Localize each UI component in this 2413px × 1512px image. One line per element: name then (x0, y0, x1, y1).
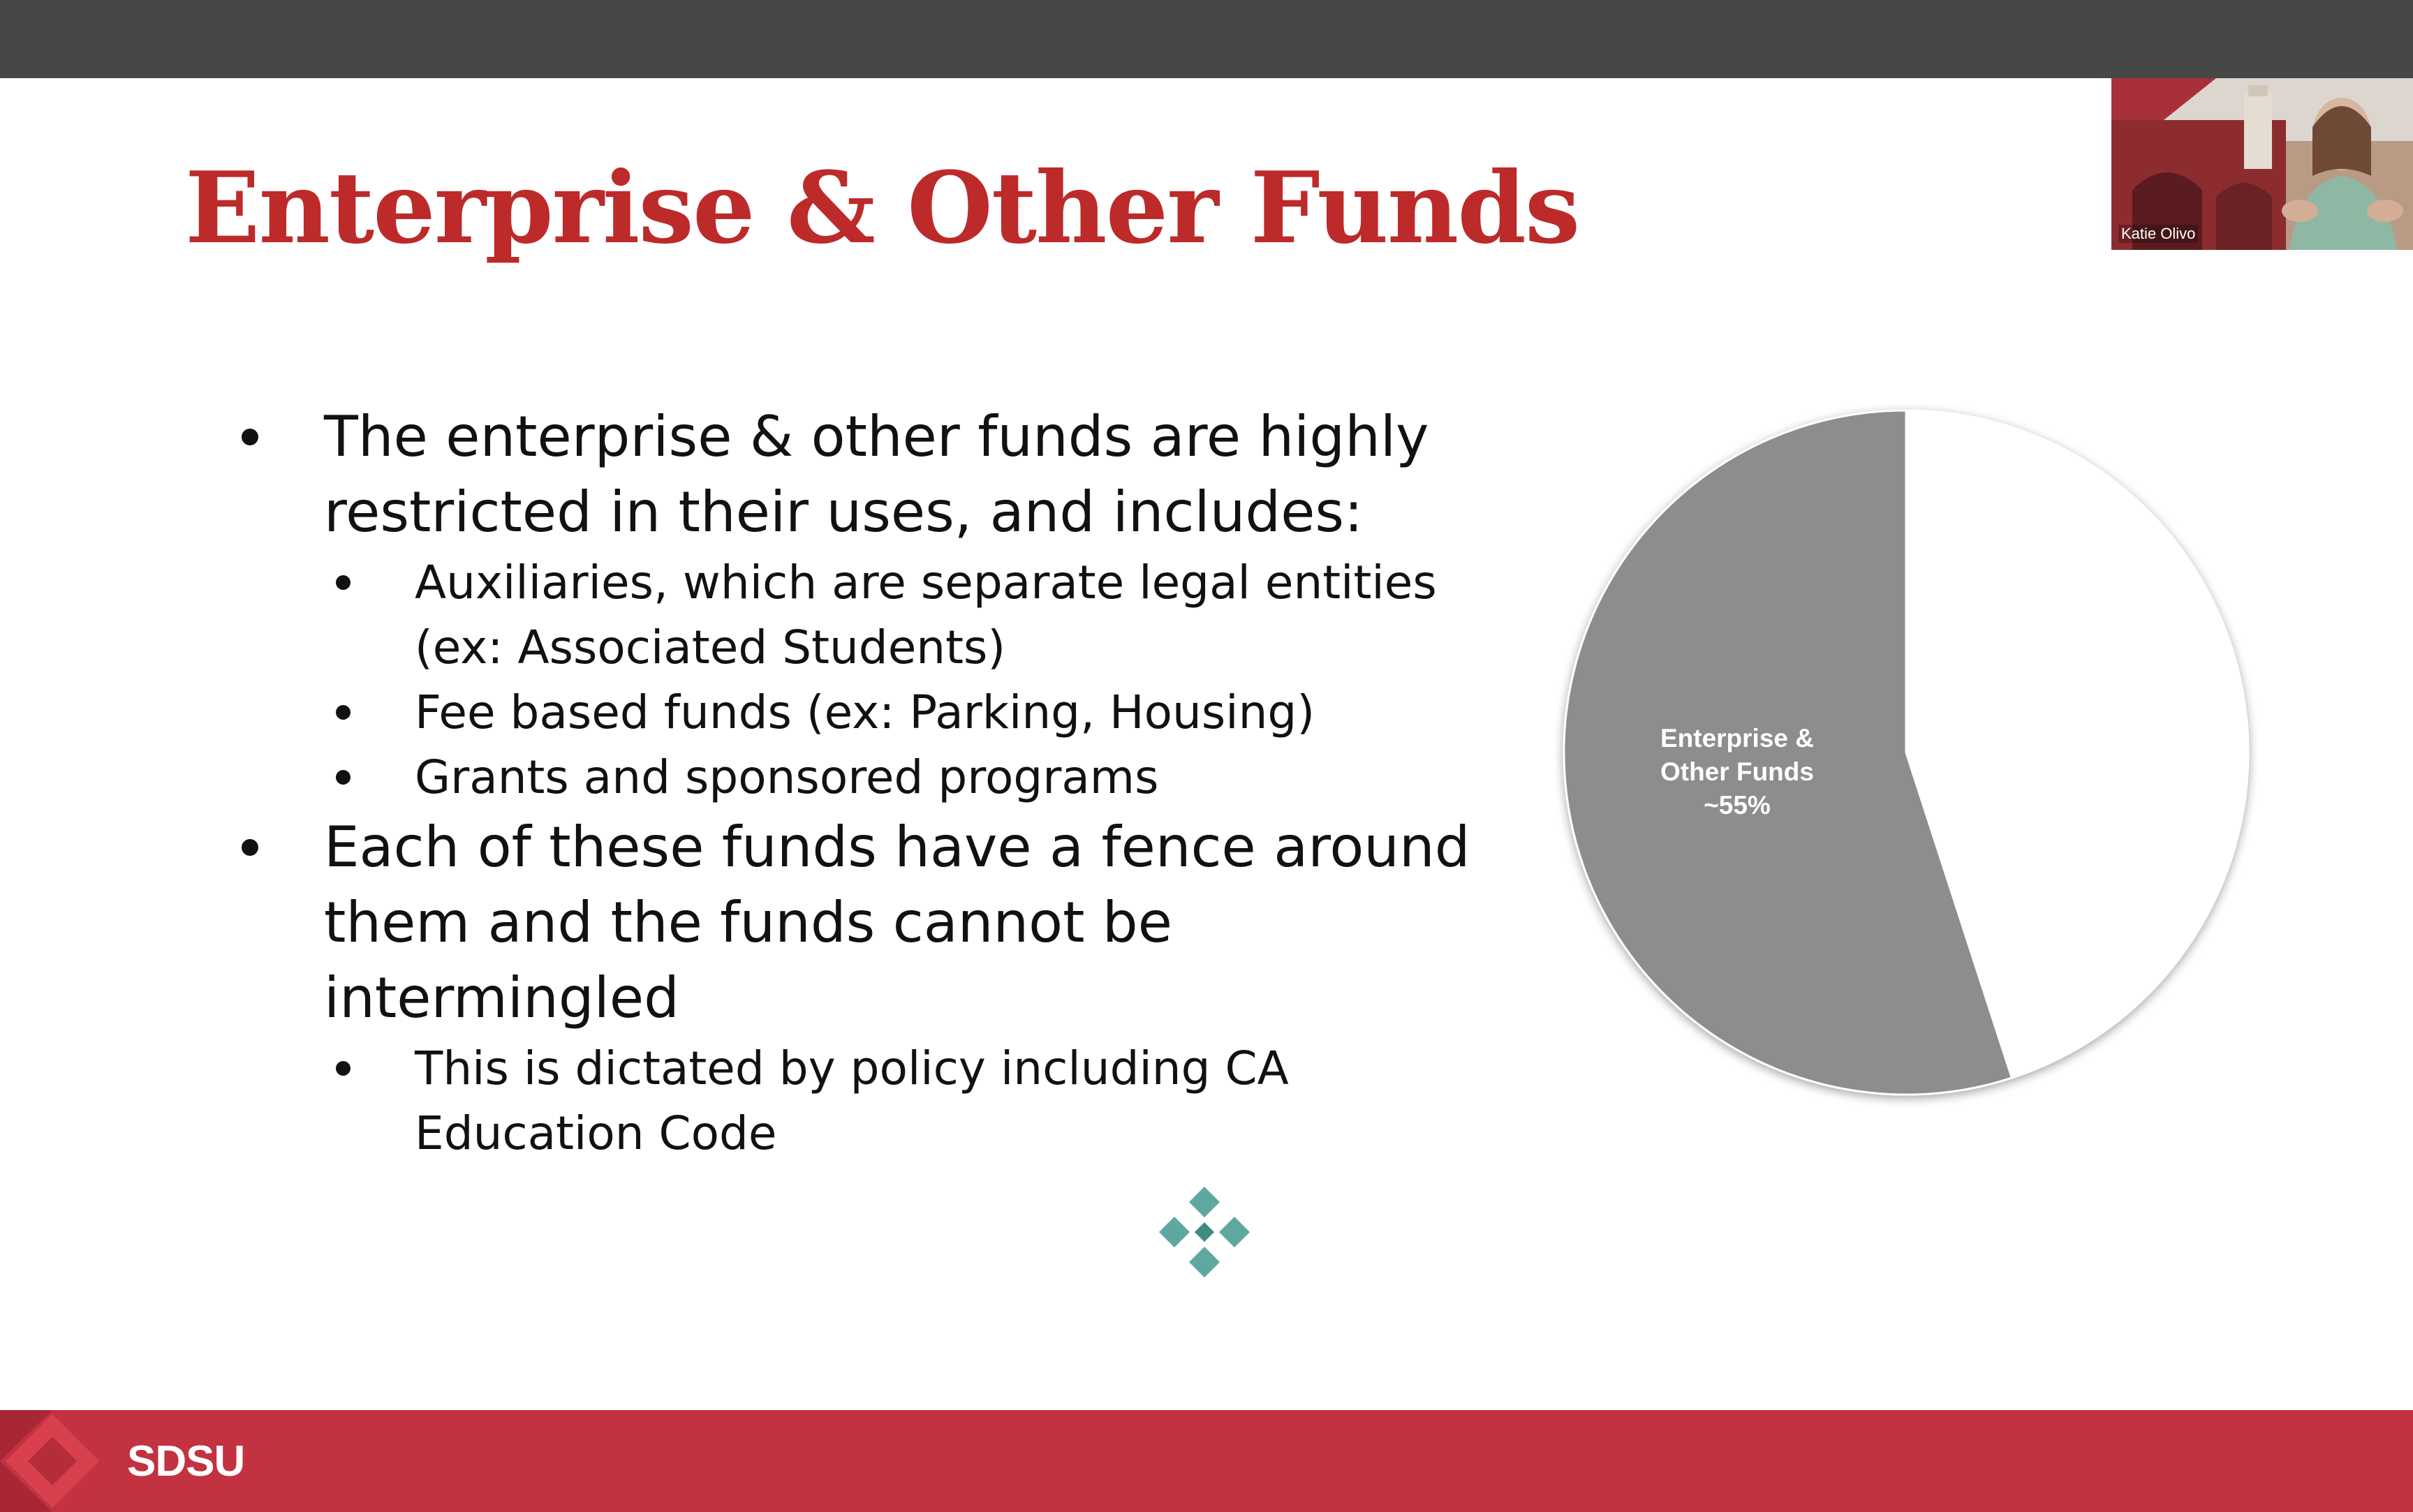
bullet-dot (336, 770, 350, 785)
ornament-diamond (1195, 1222, 1214, 1242)
bullet-item (237, 399, 1529, 550)
participant-name: Katie Olivo (2118, 225, 2198, 243)
bullet-dot (242, 429, 258, 445)
sdsu-logo-mark-icon (0, 1410, 105, 1512)
bullet-text: The enterprise & other funds are highly restricted in their uses, and includes: (324, 404, 1429, 544)
bullet-dot (336, 705, 350, 720)
bullet-text: Fee based funds (ex: Parking, Housing) (415, 685, 1315, 739)
ornament-diamond (1159, 1217, 1190, 1247)
footer-bar (0, 1410, 2413, 1512)
bullet-text: Auxiliaries, which are separate legal entities (ex: Associated Students) (415, 556, 1437, 674)
sub-bullet-item (237, 550, 1529, 680)
sub-bullet-item (237, 1036, 1529, 1166)
footer-brand-text: SDSU (127, 1437, 245, 1485)
bullet-item (237, 810, 1529, 1036)
bullet-dot (336, 575, 350, 590)
bullet-text: Grants and sponsored programs (415, 750, 1159, 804)
bullet-dot (242, 839, 258, 856)
sub-bullet-item (237, 745, 1529, 810)
ornament-diamond (1219, 1217, 1250, 1247)
ornament-diamond (1189, 1187, 1220, 1217)
pie-label-line: ~55% (1704, 791, 1771, 820)
bullet-list (237, 399, 1529, 1166)
diamond-ornament-icon (1159, 1187, 1250, 1277)
bullet-dot (336, 1061, 350, 1076)
pie-label-line: Enterprise & (1660, 724, 1815, 753)
ornament-diamond (1189, 1247, 1220, 1277)
meeting-toolbar (0, 0, 2413, 78)
pie-chart (1557, 403, 2255, 1102)
sub-bullet-item (237, 680, 1529, 745)
slide-title: Enterprise & Other Funds (185, 151, 1579, 266)
presentation-slide (0, 78, 2413, 1485)
bullet-text: Each of these funds have a fence around them and the funds cannot be intermingled (324, 815, 1470, 1030)
participant-video-thumbnail[interactable] (2111, 78, 2413, 250)
bullet-text: This is dictated by policy including CA Education Code (415, 1042, 1289, 1160)
pie-label-line: Other Funds (1660, 757, 1814, 786)
